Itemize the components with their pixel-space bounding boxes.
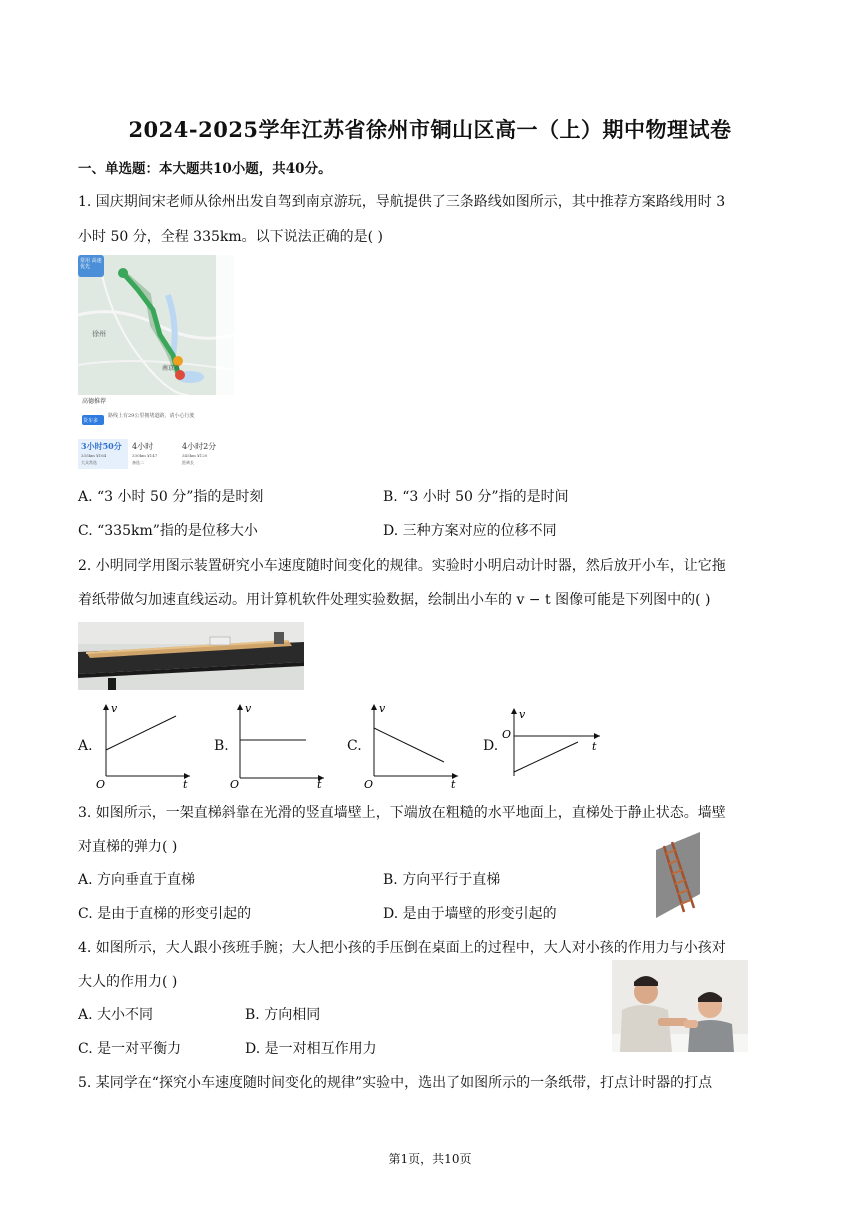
- q3-text-line1: 3. 如图所示，一架直梯斜靠在光滑的竖直墙壁上，下端放在粗糙的水平地面上，直梯处于静止状态。墙壁: [78, 805, 726, 821]
- graph-a-v-label: v: [111, 702, 118, 715]
- graph-b-origin: O: [230, 778, 240, 788]
- q4-text-line2: 大人的作用力( ): [78, 974, 178, 990]
- graph-b-t-label: t: [317, 778, 322, 788]
- route-1-detail: 335km ¥164: [81, 453, 107, 458]
- map-badge: 常用 高速优先: [80, 258, 102, 270]
- map-city-nanjing: 南京市: [162, 365, 181, 372]
- route-2-detail: 330km ¥147: [132, 453, 158, 458]
- route-3-tag: 距离长: [182, 460, 194, 465]
- route-2-tag: 备选二: [132, 460, 144, 465]
- route-3-detail: 345km ¥120: [182, 453, 208, 458]
- section-heading: 一、单选题：本大题共10小题，共40分。: [78, 161, 332, 177]
- q2-graph-b-label: B.: [214, 738, 229, 754]
- q2-graph-d: [500, 706, 604, 782]
- graph-a-t-label: t: [183, 778, 188, 788]
- map-traffic-notice: 路线上有29公里拥堵道路，请小心行驶: [108, 413, 195, 419]
- map-tab-recommend: 高德推荐: [82, 398, 107, 405]
- graph-d-origin: O: [502, 728, 512, 741]
- q5-text-line1: 5. 某同学在“探究小车速度随时间变化的规律”实验中，选出了如图所示的一条纸带，打点计时器的打点: [78, 1075, 713, 1091]
- q4-text-line1: 4. 如图所示，大人跟小孩班手腕；大人把小孩的手压倒在桌面上的过程中，大人对小孩的作用力与小孩对: [78, 940, 726, 956]
- q2-graph-c: [362, 700, 462, 788]
- q3-text-line2: 对直梯的弹力( ): [78, 839, 178, 855]
- route-1-tag: 大众常选: [81, 460, 97, 465]
- q2-graph-a-label: A.: [78, 738, 93, 754]
- route-3-time: 4小时2分: [182, 442, 217, 451]
- q4-option-c: C. 是一对平衡力: [78, 1041, 182, 1057]
- graph-d-t-label: t: [592, 740, 597, 753]
- graph-c-t-label: t: [451, 778, 456, 788]
- arm-wrestling-photo: [612, 960, 748, 1052]
- q2-graph-c-label: C.: [347, 738, 362, 754]
- graph-b-v-label: v: [245, 702, 252, 715]
- map-graphic: [78, 255, 234, 469]
- graph-d-v-label: v: [519, 708, 526, 721]
- graph-a-origin: O: [96, 778, 106, 788]
- experiment-apparatus-image: [78, 622, 304, 690]
- q1-option-b: B. “3 小时 50 分”指的是时间: [383, 489, 569, 505]
- q4-option-a: A. 大小不同: [78, 1007, 154, 1023]
- ladder-wall-image: [654, 832, 708, 918]
- page-title: 2024-2025学年江苏省徐州市铜山区高一（上）期中物理试卷: [128, 117, 732, 142]
- navigation-map-image: [78, 255, 234, 469]
- graph-c-v-label: v: [379, 702, 386, 715]
- q4-option-d: D. 是一对相互作用力: [245, 1041, 377, 1057]
- q1-option-a: A. “3 小时 50 分”指的是时刻: [78, 489, 264, 505]
- q3-option-a: A. 方向垂直于直梯: [78, 872, 196, 888]
- q1-text-line2: 小时 50 分，全程 335km。以下说法正确的是( ): [78, 229, 384, 245]
- q3-option-d: D. 是由于墙壁的形变引起的: [383, 906, 557, 922]
- q1-option-c: C. “335km”指的是位移大小: [78, 523, 258, 539]
- q3-option-b: B. 方向平行于直梯: [383, 872, 501, 888]
- graph-c-origin: O: [364, 778, 374, 788]
- q2-text-line1: 2. 小明同学用图示装置研究小车速度随时间变化的规律。实验时小明启动计时器，然后放开小车，让它拖: [78, 558, 726, 574]
- q1-option-d: D. 三种方案对应的位移不同: [383, 523, 557, 539]
- q4-option-b: B. 方向相同: [245, 1007, 321, 1023]
- page-footer: 第1页，共10页: [388, 1152, 472, 1166]
- q2-graph-d-label: D.: [483, 738, 499, 754]
- route-2-time: 4小时: [132, 442, 154, 451]
- q2-text-line2: 着纸带做匀加速直线运动。用计算机软件处理实验数据，绘制出小车的 v − t 图像可能是下列图中的( ): [78, 592, 711, 608]
- q2-graph-a: [94, 700, 194, 788]
- q1-text-line1: 1. 国庆期间宋老师从徐州出发自驾到南京游玩，导航提供了三条路线如图所示，其中推荐方案路线用时 3: [78, 194, 726, 210]
- map-truck-label: 货车多: [83, 418, 99, 424]
- q3-option-c: C. 是由于直梯的形变引起的: [78, 906, 252, 922]
- map-city-xuzhou: 徐州: [92, 330, 106, 338]
- route-1-time: 3小时50分: [81, 441, 122, 451]
- q2-graph-b: [228, 700, 328, 788]
